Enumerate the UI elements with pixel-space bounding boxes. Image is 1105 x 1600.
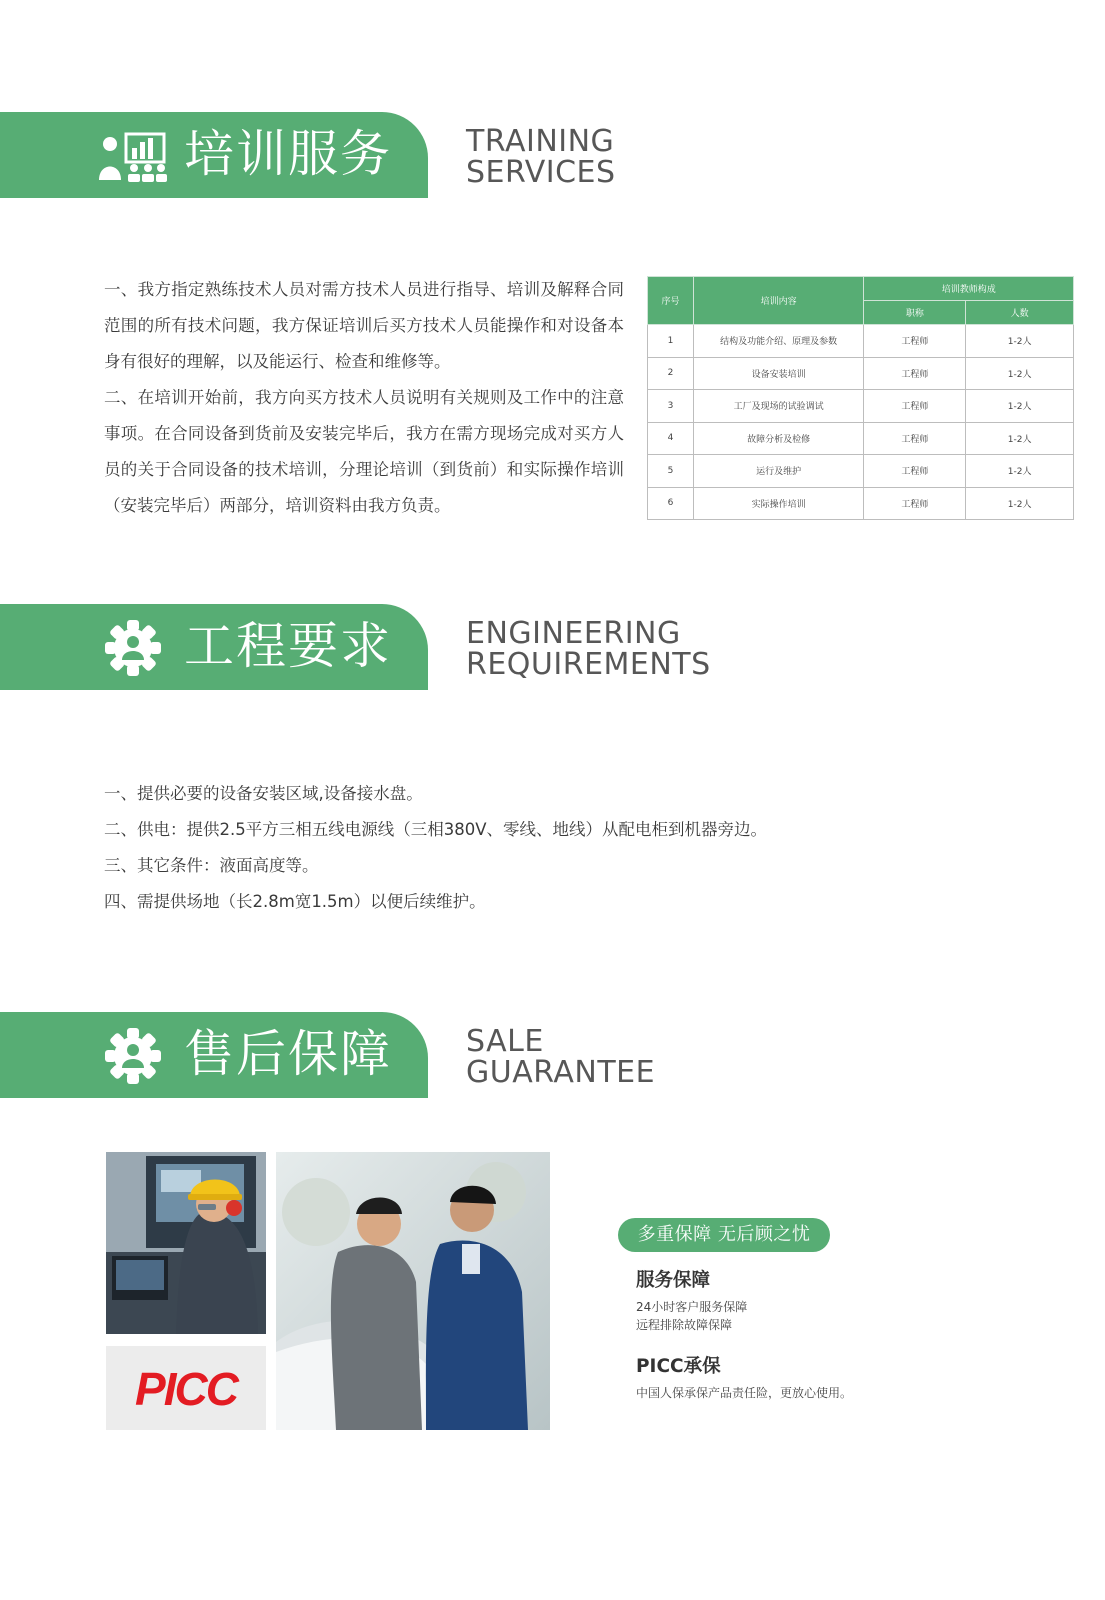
guarantee-pill: 多重保障 无后顾之忧: [618, 1218, 830, 1252]
cell-title: 工程师: [864, 390, 966, 423]
table-row: [648, 357, 1074, 390]
gear-person-icon: [98, 1028, 168, 1084]
engineering-banner: [0, 604, 428, 690]
cell-seq: 5: [648, 455, 694, 488]
training-title-en-line2: SERVICES: [466, 155, 616, 190]
cell-count: 1-2人: [966, 325, 1074, 358]
cell-count: 1-2人: [966, 487, 1074, 520]
list-item: 一、提供必要的设备安装区域,设备接水盘。: [104, 784, 423, 803]
table-row: [648, 422, 1074, 455]
table-row: [648, 487, 1074, 520]
table-row: [648, 455, 1074, 488]
header-title: 职称: [864, 301, 966, 325]
header-content: 培训内容: [693, 277, 864, 325]
sale-banner: [0, 1012, 428, 1098]
list-item: 二、供电：提供2.5平方三相五线电源线（三相380V、零线、地线）从配电柜到机器旁边。: [104, 820, 768, 839]
training-paragraph: 二、在培训开始前，我方向买方技术人员说明有关规则及工作中的注意事项。在合同设备到货前及安装完毕后，我方在需方现场完成对买方人员的关于合同设备的技术培训，分理论培训（到货前）和实际操作培训（安装完毕后）两部分，培训资料由我方负责。: [104, 388, 624, 515]
service-guarantee-line: 24小时客户服务保障: [636, 1300, 748, 1314]
cell-count: 1-2人: [966, 390, 1074, 423]
service-consultation-photo: [276, 1152, 550, 1430]
cell-content: 结构及功能介绍、原理及参数: [693, 325, 864, 358]
header-count: 人数: [966, 301, 1074, 325]
cell-title: 工程师: [864, 422, 966, 455]
service-guarantee-line: 远程排除故障保障: [636, 1318, 733, 1332]
table-row: [648, 325, 1074, 358]
cell-title: 工程师: [864, 357, 966, 390]
engineering-title-en-line1: ENGINEERING: [466, 616, 681, 651]
service-guarantee-title: 服务保障: [636, 1270, 711, 1291]
training-table: [647, 276, 1074, 520]
engineering-title-zh: 工程要求: [184, 617, 392, 675]
picc-logo-text: PICC: [135, 1363, 237, 1415]
cell-title: 工程师: [864, 455, 966, 488]
cell-count: 1-2人: [966, 357, 1074, 390]
training-title-en-line1: TRAINING: [466, 124, 615, 159]
picc-description: 中国人保承保产品责任险，更放心使用。: [636, 1386, 853, 1400]
picc-logo: [106, 1346, 266, 1430]
picc-title: PICC承保: [636, 1356, 721, 1377]
cell-content: 工厂及现场的试验调试: [693, 390, 864, 423]
engineering-requirements-list: [104, 776, 767, 920]
cell-seq: 6: [648, 487, 694, 520]
engineering-title-en-line2: REQUIREMENTS: [466, 647, 711, 682]
cell-seq: 1: [648, 325, 694, 358]
cell-count: 1-2人: [966, 455, 1074, 488]
cell-content: 运行及维护: [693, 455, 864, 488]
sale-title-en: [466, 1026, 655, 1088]
training-paragraph: 一、我方指定熟练技术人员对需方技术人员进行指导、培训及解释合同范围的所有技术问题，我方保证培训后买方技术人员能操作和对设备本身有很好的理解，以及能运行、检查和维修等。: [104, 280, 624, 371]
sale-title-en-line2: GUARANTEE: [466, 1055, 656, 1090]
list-item: 三、其它条件：液面高度等。: [104, 856, 319, 875]
cell-content: 设备安装培训: [693, 357, 864, 390]
training-title-zh: 培训服务: [184, 125, 392, 183]
table-row: [648, 390, 1074, 423]
engineering-title-en: [466, 618, 711, 680]
cell-title: 工程师: [864, 487, 966, 520]
header-seq: 序号: [648, 277, 694, 325]
cell-content: 故障分析及检修: [693, 422, 864, 455]
cell-seq: 3: [648, 390, 694, 423]
cell-seq: 2: [648, 357, 694, 390]
cell-seq: 4: [648, 422, 694, 455]
training-title-en: [466, 126, 616, 188]
gear-person-icon: [98, 620, 168, 676]
people-training-icon: [98, 128, 168, 184]
cell-title: 工程师: [864, 325, 966, 358]
sale-title-zh: 售后保障: [184, 1025, 392, 1083]
header-teacher: 培训教师构成: [864, 277, 1074, 301]
cell-content: 实际操作培训: [693, 487, 864, 520]
cell-count: 1-2人: [966, 422, 1074, 455]
sale-title-en-line1: SALE: [466, 1024, 544, 1059]
technician-photo: [106, 1152, 266, 1334]
training-paragraphs: [104, 272, 624, 524]
training-banner: [0, 112, 428, 198]
list-item: 四、需提供场地（长2.8m宽1.5m）以便后续维护。: [104, 892, 486, 911]
